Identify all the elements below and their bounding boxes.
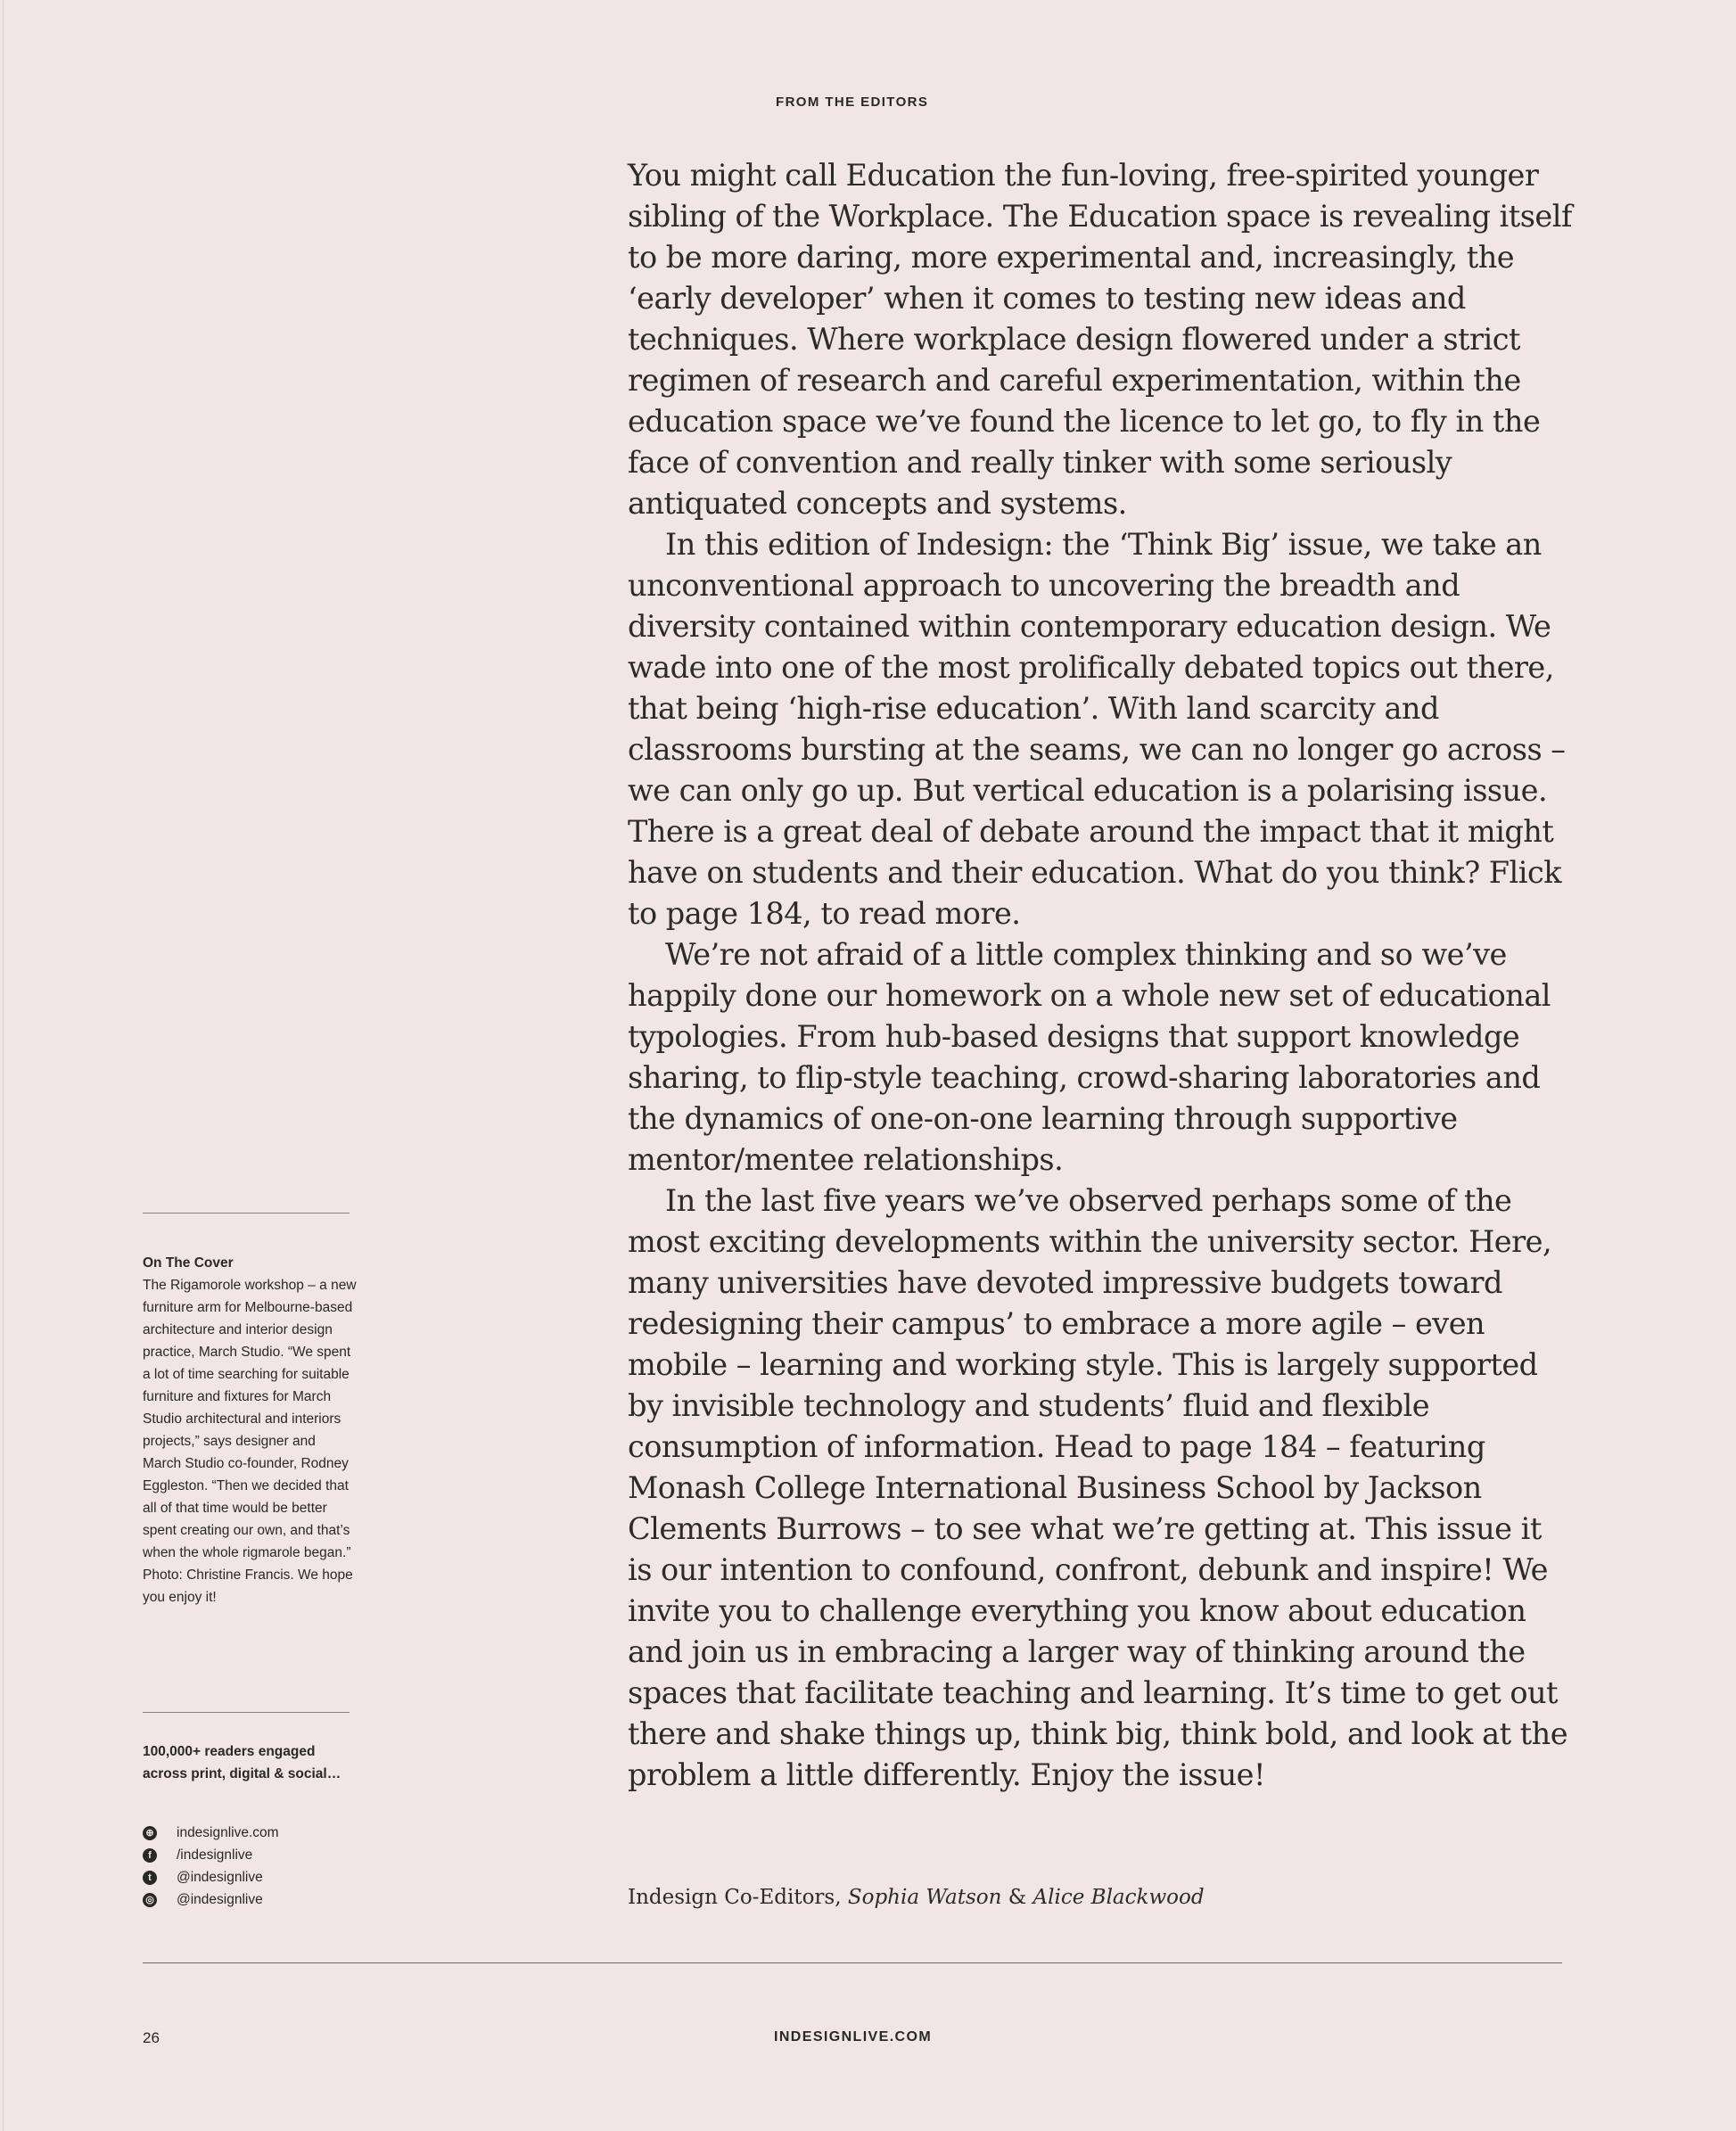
readers-stat: 100,000+ readers engaged across print, digital & social… bbox=[143, 1744, 341, 1781]
social-website-label: indesignlive.com bbox=[177, 1824, 279, 1840]
facebook-icon: f bbox=[143, 1848, 157, 1863]
social-website[interactable] bbox=[143, 1822, 357, 1844]
editor-name-1: Sophia Watson bbox=[847, 1886, 1002, 1909]
social-instagram[interactable] bbox=[143, 1888, 357, 1911]
editor-name-2: Alice Blackwood bbox=[1033, 1886, 1205, 1909]
page-number: 26 bbox=[143, 2029, 160, 2046]
social-facebook-label: /indesignlive bbox=[177, 1847, 253, 1863]
on-the-cover-block bbox=[143, 1252, 357, 1609]
paragraph-4: In the last five years we’ve observed perhaps some of the most exciting developments within the university sector. Here, many universities have devoted impressive budgets toward redesigning their campus’ to embrace a more agile – even mobile – learning and working style. This is largely supported by invisible technology and students’ fluid and flexible consumption of information. Head to page 184 – featuring Monash College International Business School by Jackson Clements Burrows – to see what we’re getting at. This issue it is our intention to confound, confront, debunk and inspire! We invite you to challenge everything you know about education and join us in embracing a larger way of thinking around the spaces that facilitate teaching and learning. It’s time to get out there and shake things up, think big, think bold, and look at the problem a little differently. Enjoy the issue! bbox=[628, 1183, 1568, 1792]
footer-rule bbox=[143, 1962, 1562, 1963]
social-links bbox=[143, 1822, 357, 1911]
sidebar-rule-top bbox=[143, 1213, 350, 1214]
editors-signoff bbox=[628, 1886, 1205, 1909]
paragraph-3: We’re not afraid of a little complex thinking and so we’ve happily done our homework on a whole new set of educational typologies. From hub-based designs that support knowledge sharing, to flip-style teaching, crowd-sharing laboratories and the dynamics of one-on-one learning through supportive mentor/mentee relationships. bbox=[628, 937, 1551, 1177]
cover-caption: The Rigamorole workshop – a new furniture arm for Melbourne-based architecture and interior design practice, March Studio. “We spent a lot of time searching for suitable furniture and fixtures for March Studio architectural and interiors projects,” says designer and March Studio co-founder, Rodney Eggleston. “Then we decided that all of that time would be better spent creating our own, and that’s when the whole rigmarole began.” Photo: Christine Francis. We hope you enjoy it! bbox=[143, 1278, 357, 1605]
signoff-separator: & bbox=[1001, 1886, 1033, 1909]
section-label: FROM THE EDITORS bbox=[776, 95, 929, 110]
paragraph-1: You might call Education the fun-loving, free-spirited younger sibling of the Workplace. The Education space is revealing itself to be more daring, more experimental and, increasingly, the ‘early developer’ when it comes to testing new ideas and techniques. Where workplace design flowered under a strict regimen of research and careful experimentation, within the education space we’ve found the licence to let go, to fly in the face of convention and really tinker with some seriously antiquated concepts and systems. bbox=[628, 158, 1572, 521]
globe-icon: ⊕ bbox=[143, 1826, 157, 1840]
twitter-icon: t bbox=[143, 1871, 157, 1885]
social-twitter-label: @indesignlive bbox=[177, 1869, 263, 1885]
social-instagram-label: @indesignlive bbox=[177, 1891, 263, 1907]
instagram-icon: ◎ bbox=[143, 1893, 157, 1907]
signoff-prefix: Indesign Co-Editors, bbox=[628, 1886, 848, 1909]
cover-title: On The Cover bbox=[143, 1255, 234, 1271]
social-twitter[interactable] bbox=[143, 1866, 357, 1888]
social-facebook[interactable] bbox=[143, 1844, 357, 1866]
editorial-body bbox=[628, 155, 1573, 1796]
footer-site-link[interactable]: INDESIGNLIVE.COM bbox=[774, 2029, 933, 2045]
paragraph-2: In this edition of Indesign: the ‘Think Big’ issue, we take an unconventional approach to uncovering the breadth and diversity contained within contemporary education design. We wade into one of the most prolifically debated topics out there, that being ‘high-rise education’. With land scarcity and classrooms bursting at the seams, we can no longer go across – we can only go up. But vertical education is a polarising issue. There is a great deal of debate around the impact that it might have on students and their education. What do you think? Flick to page 184, to read more. bbox=[628, 527, 1566, 931]
page-edge-line bbox=[3, 0, 4, 2131]
sidebar-rule-middle bbox=[143, 1712, 350, 1713]
